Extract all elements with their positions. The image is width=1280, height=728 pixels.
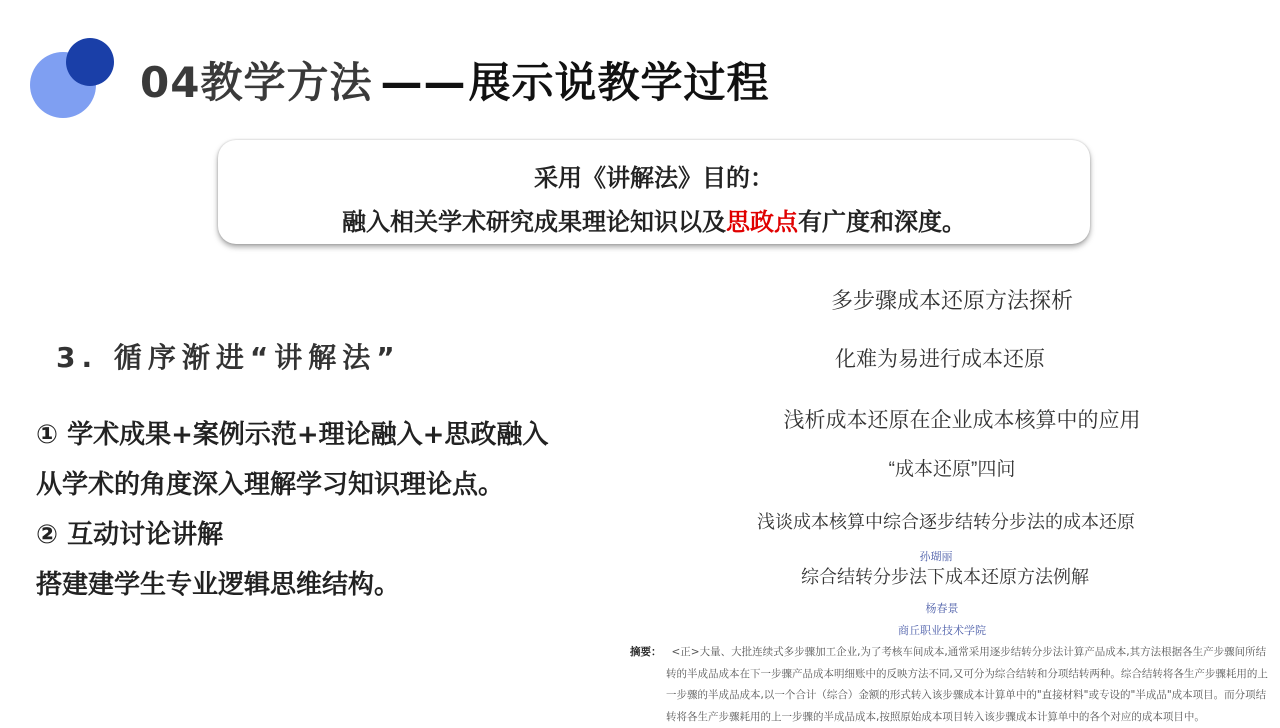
- method-line-1: ① 学术成果+案例示范+理论融入+思政融入: [36, 414, 548, 451]
- page-title: [140, 56, 769, 110]
- purpose-text-a: 融入相关学术研究成果理论知识以及: [342, 208, 726, 236]
- paper-author-1: 孙瑚丽: [920, 548, 953, 564]
- paper-title-3: 浅析成本还原在企业成本核算中的应用: [784, 404, 1141, 434]
- title-number: 04教学方法: [140, 58, 372, 107]
- method-line-2: 从学术的角度深入理解学习知识理论点。: [36, 464, 504, 501]
- title-subtitle: 展示说教学过程: [468, 58, 769, 107]
- paper-titles-collage: [620, 270, 1280, 720]
- paper-title-1: 多步骤成本还原方法探析: [831, 284, 1073, 315]
- paper-title-5: 浅谈成本核算中综合逐步结转分步法的成本还原: [757, 508, 1135, 534]
- paper-title-4: “成本还原”四问: [889, 454, 1016, 481]
- purpose-highlight: 思政点: [726, 208, 798, 236]
- abstract-label: 摘要：: [630, 646, 662, 658]
- method-line-3: ② 互动讨论讲解: [36, 514, 223, 551]
- paper-title-6: 综合结转分步法下成本还原方法例解: [801, 563, 1089, 589]
- paper-abstract: [630, 642, 1280, 728]
- abstract-line-2: 转的半成品成本在下一步骤产品成本明细账中的反映方法不同,又可分为综合结转和分项结转两种。综合结转将各生产步骤耗用的上: [630, 664, 1280, 686]
- abstract-line-1: <正>大量、大批连续式多步骤加工企业,为了考核车间成本,通常采用逐步结转分步法计算产品成本,其方法根据各生产步骤间所结: [672, 646, 1267, 658]
- decor-circle-dark: [66, 38, 114, 86]
- purpose-box: [218, 140, 1090, 244]
- title-dash: ——: [380, 58, 466, 107]
- method-line-4: 搭建建学生专业逻辑思维结构。: [36, 564, 400, 601]
- method-heading: 3. 循序渐进“讲解法”: [56, 336, 401, 376]
- paper-author-2: 杨春景: [926, 600, 959, 616]
- purpose-text: [218, 202, 1090, 237]
- paper-title-2: 化难为易进行成本还原: [835, 343, 1045, 373]
- abstract-line-4: 转将各生产步骤耗用的上一步骤的半成品成本,按照原始成本项目转入该步骤成本计算单中的各个对应的成本项目中。: [630, 707, 1280, 728]
- paper-affiliation: 商丘职业技术学院: [898, 622, 986, 638]
- purpose-heading: 采用《讲解法》目的：: [218, 158, 1090, 193]
- purpose-text-b: 有广度和深度。: [798, 208, 966, 236]
- abstract-line-3: 一步骤的半成品成本,以一个合计（综合）金额的形式转入该步骤成本计算单中的"直接材料"或专设的"半成品"成本项目。而分项结: [630, 685, 1280, 707]
